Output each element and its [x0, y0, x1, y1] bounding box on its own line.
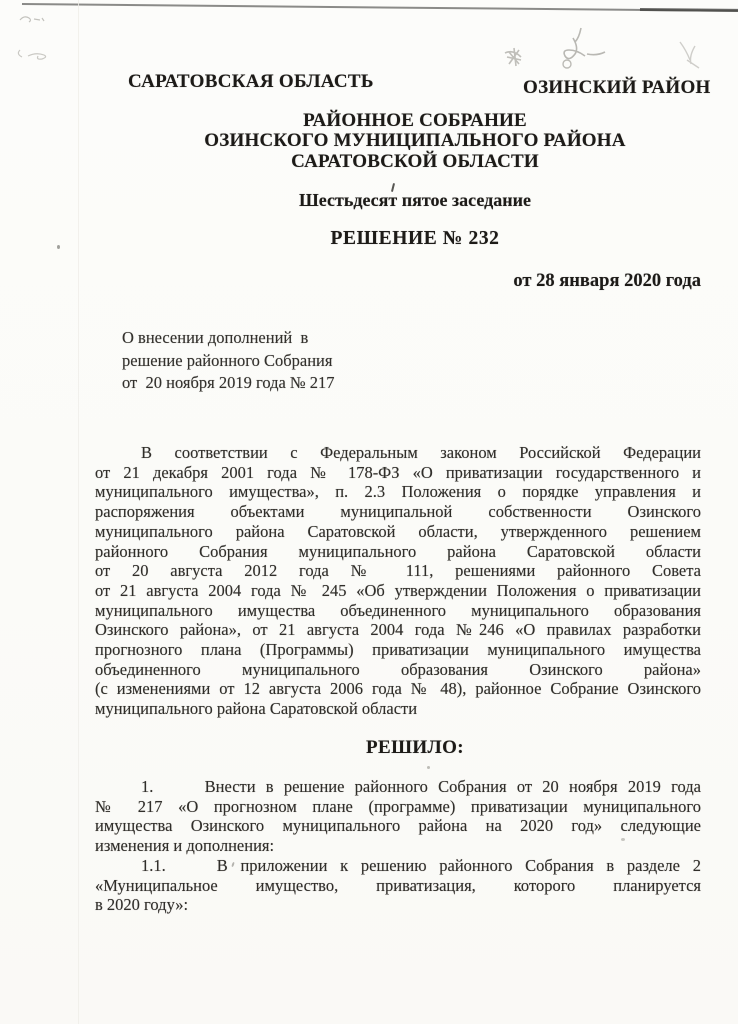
org-name-line-1: РАЙОННОЕ СОБРАНИЕ — [303, 110, 527, 131]
resolution-item-line: изменения и дополнения: — [95, 836, 275, 856]
preamble-line: Озинского района», от 21 августа 2004 года №246 «О правилах разработки — [95, 620, 701, 640]
resolution-item-line: «Муниципальное имущество, приватизация, которого планируется — [95, 875, 701, 895]
org-name-line-2: ОЗИНСКОГО МУНИЦИПАЛЬНОГО РАЙОНА — [204, 130, 626, 152]
subject-line: О внесении дополнений в — [122, 328, 309, 347]
preamble-line: распоряжения объектами муниципальной собственности Озинского — [95, 502, 701, 522]
doc-date: от 28 января 2020 года — [513, 271, 701, 291]
session-label: Шестьдесят пятое заседание — [299, 190, 531, 210]
pencil-mark-top-left — [12, 12, 72, 62]
ink-speck — [57, 245, 60, 249]
resolution-item-line: имущества Озинского муниципального района на 2020 год» следующие — [95, 816, 701, 836]
resolved-heading: РЕШИЛО: — [366, 737, 464, 758]
paper-fold-streak — [78, 0, 79, 1024]
resolution-item-line: 1. Внести в решение районного Собрания от 20 ноября 2019 года — [141, 777, 701, 796]
resolution-item-line: № 217 «О прогнозном плане (программе) приватизации муниципального — [95, 796, 701, 816]
org-name-block — [90, 111, 738, 172]
scan-edge-line — [22, 3, 738, 12]
preamble-line: муниципального имущества», п. 2.3 Положения о порядке управления и — [95, 482, 701, 502]
subject-block — [122, 327, 335, 395]
preamble-line: муниципального района Саратовской области — [95, 699, 418, 719]
preamble-line: В соответствии с Федеральным законом Российской Федерации — [141, 443, 701, 462]
preamble-line: от 21 августа 2004 года № 245 «Об утверждении Положения о приватизации — [95, 580, 701, 600]
preamble-line: (с изменениями от 12 августа 2006 года № 48), районное Собрание Озинского — [95, 679, 701, 699]
scan-edge-line-dark — [640, 8, 738, 12]
subject-line: решение районного Собрания — [122, 350, 333, 370]
org-name-line-3: САРАТОВСКОЙ ОБЛАСТИ — [291, 150, 539, 172]
subject-line: от 20 ноября 2019 года № 217 — [122, 373, 335, 392]
resolution-item-line: 1.1. В приложении к решению районного Собрания в разделе 2 — [141, 855, 701, 875]
preamble-line: от 21 декабря 2001 года № 178-ФЗ «О приватизации государственного и — [95, 462, 701, 482]
resolution-item-line: в 2020 году»: — [95, 895, 189, 915]
preamble-line: муниципального района Саратовской области, утвержденного решением — [95, 521, 701, 541]
preamble-line: объединенного муниципального образования Озинского района» — [95, 659, 701, 679]
doc-title: РЕШЕНИЕ № 232 — [330, 228, 500, 249]
resolution-items — [95, 777, 701, 915]
ink-speck — [427, 766, 430, 769]
preamble-line: прогнозного плана (Программы) приватизации муниципального имущества — [95, 640, 701, 660]
region-name: САРАТОВСКАЯ ОБЛАСТЬ — [128, 71, 374, 92]
preamble-line: от 20 августа 2012 года № 111, решениями районного Совета — [95, 561, 701, 581]
preamble-line: районного Собрания муниципального района Саратовской области — [95, 541, 701, 561]
preamble-paragraph — [95, 443, 701, 719]
preamble-line: муниципального имущества объединенного муниципального образования — [95, 600, 701, 620]
district-name: ОЗИНСКИЙ РАЙОН — [523, 77, 711, 98]
